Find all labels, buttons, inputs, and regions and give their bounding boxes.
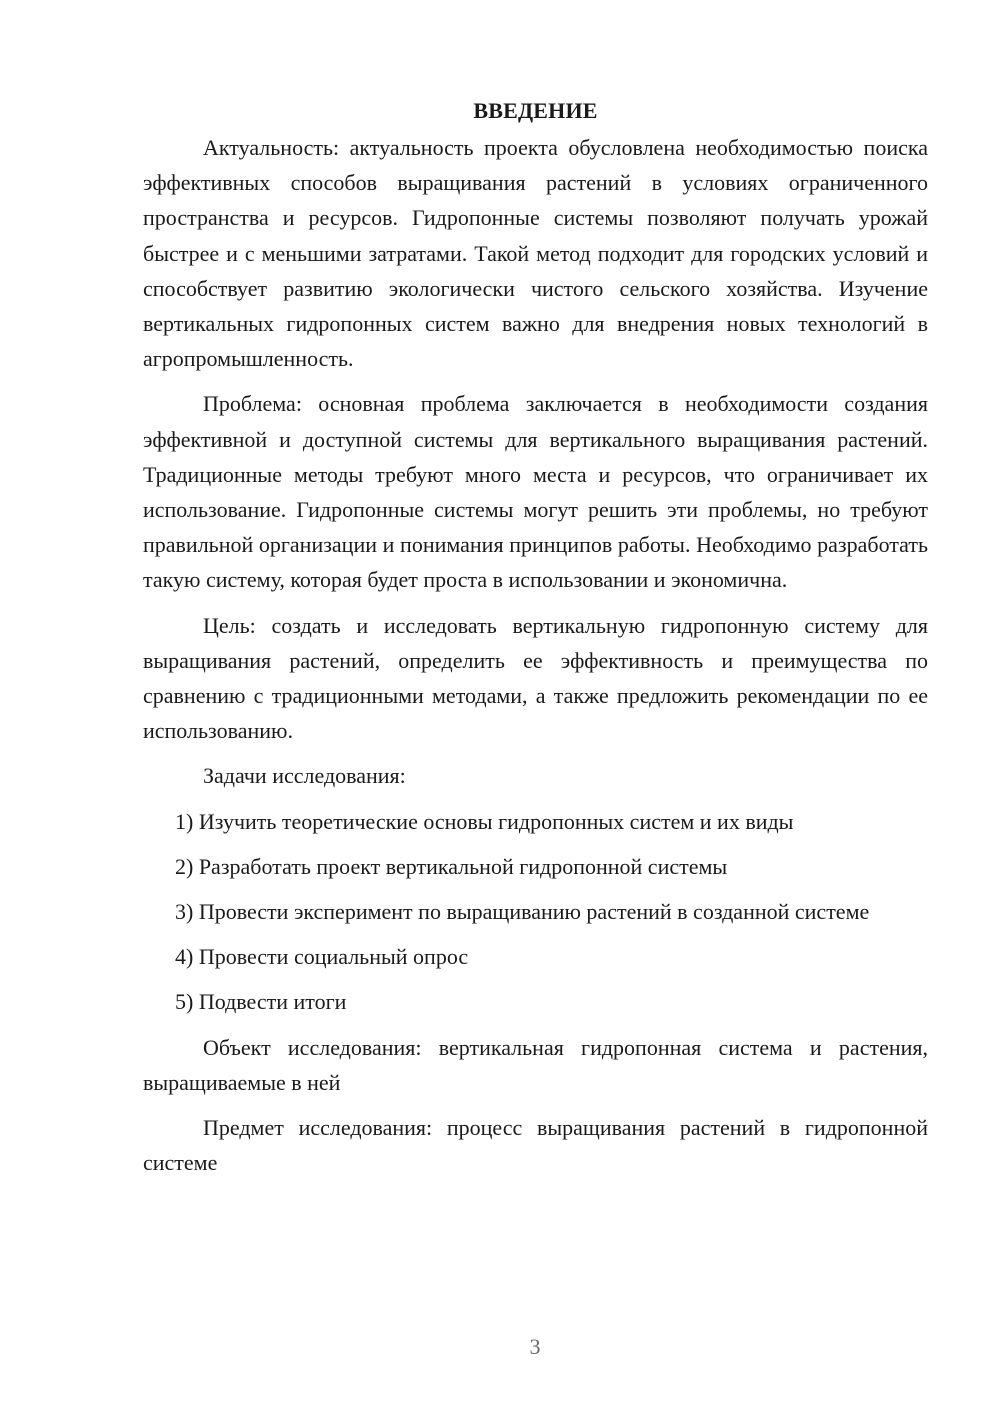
task-item-4: 4) Провести социальный опрос <box>175 944 469 970</box>
tasks-heading: Задачи исследования: <box>203 763 406 789</box>
task-item-1: 1) Изучить теоретические основы гидропонных систем и их виды <box>175 808 794 834</box>
task-item-5: 5) Подвести итоги <box>175 989 347 1015</box>
paragraph-goal: Цель: создать и исследовать вертикальную гидропонную систему для выращивания растений, определить ее эффективность и преимущества по сравнению с традиционными методами, а также предложить рекомендации по ее использованию. <box>143 612 928 744</box>
paragraph-relevance: Актуальность: актуальность проекта обусловлена необходимостью поиска эффективных способов выращивания растений в условиях ограниченного пространства и ресурсов. Гидропонные системы позволяют получать урожай быстрее и с меньшими затратами. Такой метод подходит для городских условий и способствует развитию экологически чистого сельского хозяйства. Изучение вертикальных гидропонных систем важно для внедрения новых технологий в агропромышленность. <box>143 135 928 372</box>
paragraph-problem: Проблема: основная проблема заключается в необходимости создания эффективной и доступной системы для вертикального выращивания растений. Традиционные методы требуют много места и ресурсов, что ограничивает их использование. Гидропонные системы могут решить эти проблемы, но требуют правильной организации и понимания принципов работы. Необходимо разработать такую систему, которая будет проста в использовании и экономична. <box>143 391 928 593</box>
paragraph-object: Объект исследования: вертикальная гидропонная система и растения, выращиваемые в ней <box>143 1034 928 1095</box>
page-content <box>143 93 928 1190</box>
page-number: 3 <box>529 1334 541 1359</box>
page-title: ВВЕДЕНИЕ <box>473 98 598 123</box>
task-item-2: 2) Разработать проект вертикальной гидропонной системы <box>175 853 728 879</box>
paragraph-subject: Предмет исследования: процесс выращивания растений в гидропонной системе <box>143 1115 928 1176</box>
task-item-3: 3) Провести эксперимент по выращиванию растений в созданной системе <box>175 899 870 925</box>
